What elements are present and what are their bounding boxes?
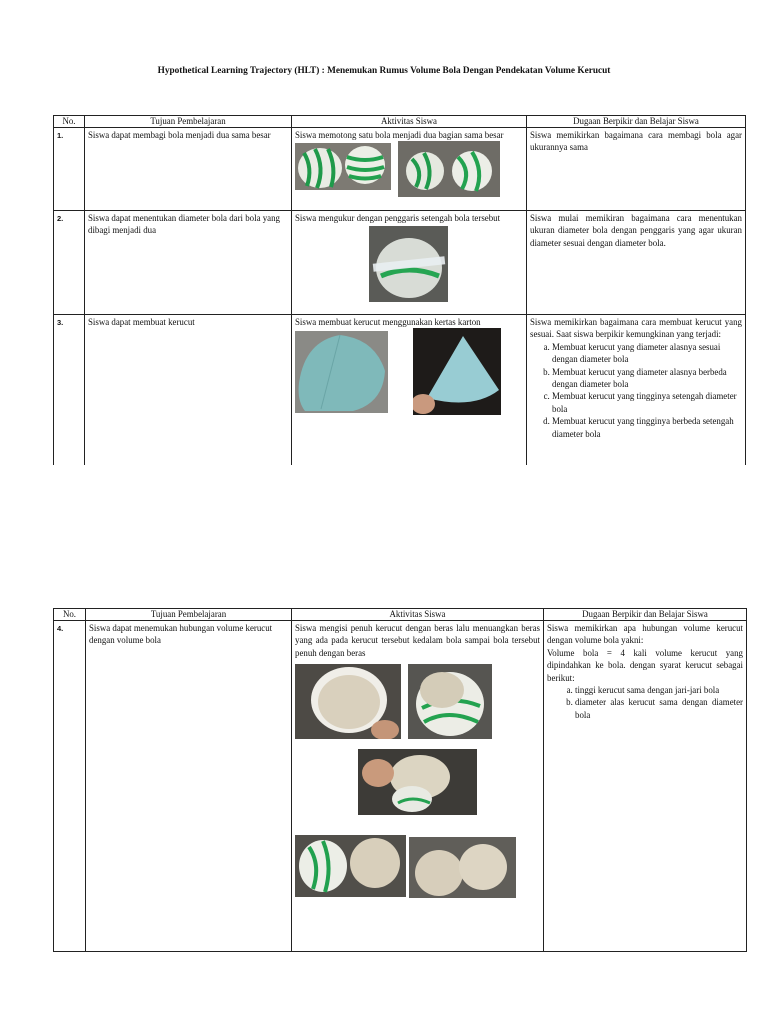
tujuan-cell: Siswa dapat membuat kerucut xyxy=(85,315,292,465)
dugaan-formula: Volume bola = 4 kali volume kerucut yang dipindahkan ke bola. dengan syarat kerucut sebagai berikut: xyxy=(547,647,743,683)
dugaan-intro: Siswa memikirkan apa hubungan volume kerucut dengan volume bola yakni: xyxy=(547,623,743,646)
tujuan-cell: Siswa dapat membagi bola menjadi dua sama besar xyxy=(85,128,292,211)
dugaan-cell xyxy=(527,315,746,465)
header-no: No. xyxy=(54,116,85,128)
row-number: 4. xyxy=(57,624,64,633)
aktivitas-cell xyxy=(292,211,527,315)
table-row xyxy=(54,211,746,315)
header-aktivitas: Aktivitas Siswa xyxy=(292,116,527,128)
option-b: b. Membuat kerucut yang diameter alasnya berbeda dengan diameter bola xyxy=(552,366,742,391)
photo-striped-balls xyxy=(295,143,391,190)
photo-ruler-measure xyxy=(369,226,448,302)
header-dugaan: Dugaan Berpikir dan Belajar Siswa xyxy=(544,609,747,621)
option-d: d. Membuat kerucut yang tingginya berbeda setengah diameter bola xyxy=(552,415,742,440)
aktivitas-cell xyxy=(292,128,527,211)
photo-rice-striped-ball xyxy=(408,664,492,739)
table-row xyxy=(54,315,746,465)
aktivitas-text: Siswa membuat kerucut menggunakan kertas karton xyxy=(295,317,481,327)
tujuan-cell: Siswa dapat menentukan diameter bola dari bola yang dibagi menjadi dua xyxy=(85,211,292,315)
table-header-row xyxy=(54,609,747,621)
dugaan-cell: Siswa mulai memikiran bagaimana cara menentukan ukuran diameter bola dengan penggaris yang agar ukuran diameter sesuai dengan diameter bola. xyxy=(527,211,746,315)
row-number: 2. xyxy=(57,214,64,223)
hlt-table-part-2 xyxy=(53,608,747,952)
table-header-row xyxy=(54,116,746,128)
photo-paper-cone-held xyxy=(413,328,501,415)
dugaan-cell xyxy=(544,621,747,952)
option-c: c. Membuat kerucut yang tingginya setengah diameter bola xyxy=(552,390,742,415)
aktivitas-text: Siswa mengisi penuh kerucut dengan beras lalu menuangkan beras yang ada pada kerucut tersebut kedalam bola sampai bola tersebut penuh dengan beras xyxy=(295,623,540,658)
table-row xyxy=(54,128,746,211)
photo-pouring-rice xyxy=(358,749,477,815)
hlt-table-part-1 xyxy=(53,115,746,465)
row-number: 1. xyxy=(57,131,64,140)
header-tujuan: Tujuan Pembelajaran xyxy=(85,116,292,128)
photo-rice-in-half-ball xyxy=(295,664,401,739)
row-number: 3. xyxy=(57,318,64,327)
condition-b: b. diameter alas kerucut sama dengan diameter bola xyxy=(575,696,743,721)
photo-striped-balls-2 xyxy=(398,141,500,197)
dugaan-cell: Siswa memikirkan bagaimana cara membagi bola agar ukurannya sama xyxy=(527,128,746,211)
header-tujuan: Tujuan Pembelajaran xyxy=(86,609,292,621)
photo-paper-cone xyxy=(295,331,388,413)
tujuan-cell: Siswa dapat menemukan hubungan volume kerucut dengan volume bola xyxy=(86,621,292,952)
header-aktivitas: Aktivitas Siswa xyxy=(292,609,544,621)
aktivitas-text: Siswa memotong satu bola menjadi dua bagian sama besar xyxy=(295,130,504,140)
photo-two-rice-halves xyxy=(409,837,516,898)
aktivitas-text: Siswa mengukur dengan penggaris setengah bola tersebut xyxy=(295,213,501,223)
header-dugaan: Dugaan Berpikir dan Belajar Siswa xyxy=(527,116,746,128)
aktivitas-cell xyxy=(292,621,544,952)
condition-a: a. tinggi kerucut sama dengan jari-jari bola xyxy=(575,684,743,696)
header-no: No. xyxy=(54,609,86,621)
aktivitas-cell xyxy=(292,315,527,465)
photo-ball-and-rice xyxy=(295,835,406,897)
dugaan-options xyxy=(530,341,742,440)
dugaan-intro: Siswa memikirkan bagaimana cara membuat kerucut yang sesuai. Saat siswa berpikir kemungkinan yang terjadi: xyxy=(530,317,742,340)
document-title: Hypothetical Learning Trajectory (HLT) : Menemukan Rumus Volume Bola Dengan Pendekatan Volume Kerucut xyxy=(157,66,611,76)
dugaan-conditions xyxy=(547,684,743,721)
table-row xyxy=(54,621,747,952)
option-a: a. Membuat kerucut yang diameter alasnya sesuai dengan diameter bola xyxy=(552,341,742,366)
